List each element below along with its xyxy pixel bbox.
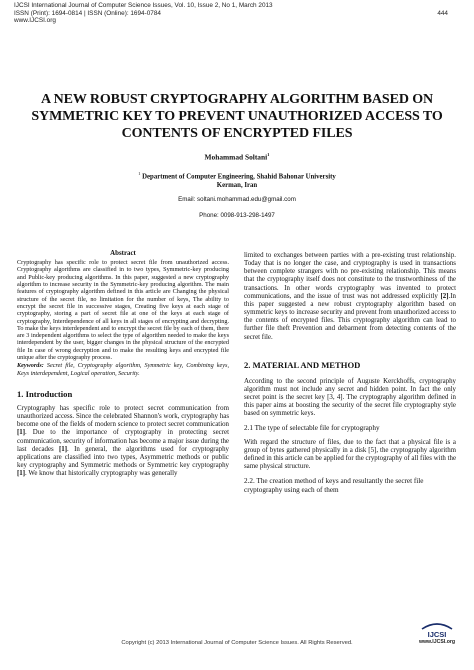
keywords-label: Keywords: [17, 362, 44, 370]
affiliation-line2: Kerman, Iran [216, 181, 258, 189]
subsection-2-1-heading: 2.1 The type of selectable file for cryptography [244, 423, 380, 432]
intro-text-b: . Due to the importance of cryptography in protecting secret communication, security of information has become a major issue during the last decades [17, 429, 229, 453]
logo-name: IJCSI [427, 630, 447, 639]
subsection-2-2-heading: 2.2. The creation method of keys and resultantly the secret file cryptography using each of them [244, 477, 424, 495]
author-name [0, 152, 474, 161]
intro-ref-3: [1] [17, 470, 26, 478]
author-phone: Phone: 0098-913-298-1497 [199, 212, 275, 219]
section-introduction-heading: 1. Introduction [17, 388, 73, 399]
right-column [244, 252, 456, 495]
abstract-heading: Abstract [110, 250, 136, 257]
section-material-method-heading: 2. MATERIAL AND METHOD [244, 359, 361, 370]
abstract-text: Cryptography has specific role to protect secret file from unauthorized access. Cryptography algorithms are classified in to two types, Symmetric-key producing and Public-key producing algorithms. In this paper, suggested a new cryptography algorithm to increase security in the Symmetric-key producing algorithm. The main features of cryptography algorithm defined in this article are Changing the physical structure of the secret file, no limitation for the number of keys, The ability to encrypt the secret file in successive stages, Creating five keys at each stage of cryptography, storing a part of secret file at one of the keys at each stage of cryptography, Interdependence of all keys in all stages of encrypting and decrypting. To make the keys interdependent and to encrypt the secret file by each of them, there are 3 independent algorithms to select the type of algorithm needed to make the keys interdependent by the user, bigger changes in the physical structure of the encrypted file In case of wrong decryption and to make the resulting keys and encrypted file unique after the cryptography process. [17, 259, 229, 362]
header-line-journal: IJCSI International Journal of Computer Science Issues, Vol. 10, Issue 2, No 1, March 2013 [14, 2, 273, 9]
ijcsi-logo [412, 622, 462, 645]
keywords-text: Secret file, Cryptography algorithm, Symmetric key, Combining keys, Keys interdependent, Logical operation, Security. [17, 362, 230, 377]
introduction-text [17, 405, 229, 478]
affiliation-mark: 1 [138, 171, 141, 176]
keywords [17, 362, 229, 377]
affiliation-dept: Department of Computer Engineering, Shahid Bahonar University [142, 173, 336, 181]
right-p1-a: limited to exchanges between parties with a pre-existing trust relationship. Today that is no longer the case, and cryptography is used in transactions between complete strangers with no pre-existing relationship. This means that the cryptography itself does not constitute to the trustworthiness of the transactions. In other words cryptography was invented to protect communications, and the issue of trust was not addressed explicitly [244, 252, 456, 300]
header-line-website: www.IJCSI.org [14, 17, 56, 25]
intro-ref-2: [1] [59, 445, 68, 453]
page-number: 444 [437, 10, 448, 17]
affiliation-line1 [0, 170, 474, 182]
intro-text-d: . We know that historically cryptography was generally [25, 470, 178, 478]
journal-header [14, 2, 273, 25]
author-email: Email: soltani.mohammad.edu@gmail.com [178, 196, 296, 203]
logo-arc-icon [420, 622, 454, 630]
logo-url: www.IJCSI.org [418, 639, 456, 645]
paper-title: A NEW ROBUST CRYPTOGRAPHY ALGORITHM BASED ON SYMMETRIC KEY TO PREVENT UNAUTHORIZED ACCESS TO CONTENTS OF ENCRYPTED FILES [31, 92, 443, 141]
intro-text-c: . In general, the algorithms used for cryptography applications are classified into two types, Asymmetric methods or public key cryptography and Symmetric methods or Symmetric key cryptography [17, 445, 229, 469]
intro-ref-1: [1] [17, 429, 26, 437]
left-column [17, 250, 229, 478]
intro-text-a: Cryptography has specific role to protect secret communication from unauthorized access. Since the celebrated Shannon's work, cryptography has become one of the fields of modern science to protect secret communication [17, 404, 229, 429]
right-p1-b: .In this paper suggested a new robust cryptography algorithm based on symmetric keys to increase security and prevent from unauthorized access to the contents of encrypted files. This cryptography algorithm can lead to further file theft Prevention and debarment from detecting contents of the secret file. [244, 292, 456, 341]
author-name-text: Mohammad Soltani [204, 152, 268, 162]
subsection-2-1-text: With regard the structure of files, due to the fact that a physical file is a group of bytes gathered physically in a disk [5], the cryptography algorithm defined in this article can be applied for the cryptography of all files with the same physical structure. [244, 438, 457, 470]
copyright-footer: Copyright (c) 2013 International Journal of Computer Science Issues. All Rights Reserved. [121, 640, 353, 646]
affiliation [0, 170, 474, 190]
right-p1-ref: [2] [440, 292, 449, 300]
right-paragraph-1 [244, 252, 456, 342]
material-method-text: According to the second principle of Auguste Kerckhoffs, cryptography algorithm must not include any secret and hidden point. In fact the only secret point is the secret key [3, 4]. The cryptography algorithm defined in this paper aims at boosting the security of the secret file cryptography style based on symmetric keys. [244, 377, 456, 418]
author-mark: 1 [267, 152, 270, 157]
header-line-issn: ISSN (Print): 1694-0814 | ISSN (Online): 1694-0784 [14, 9, 161, 17]
